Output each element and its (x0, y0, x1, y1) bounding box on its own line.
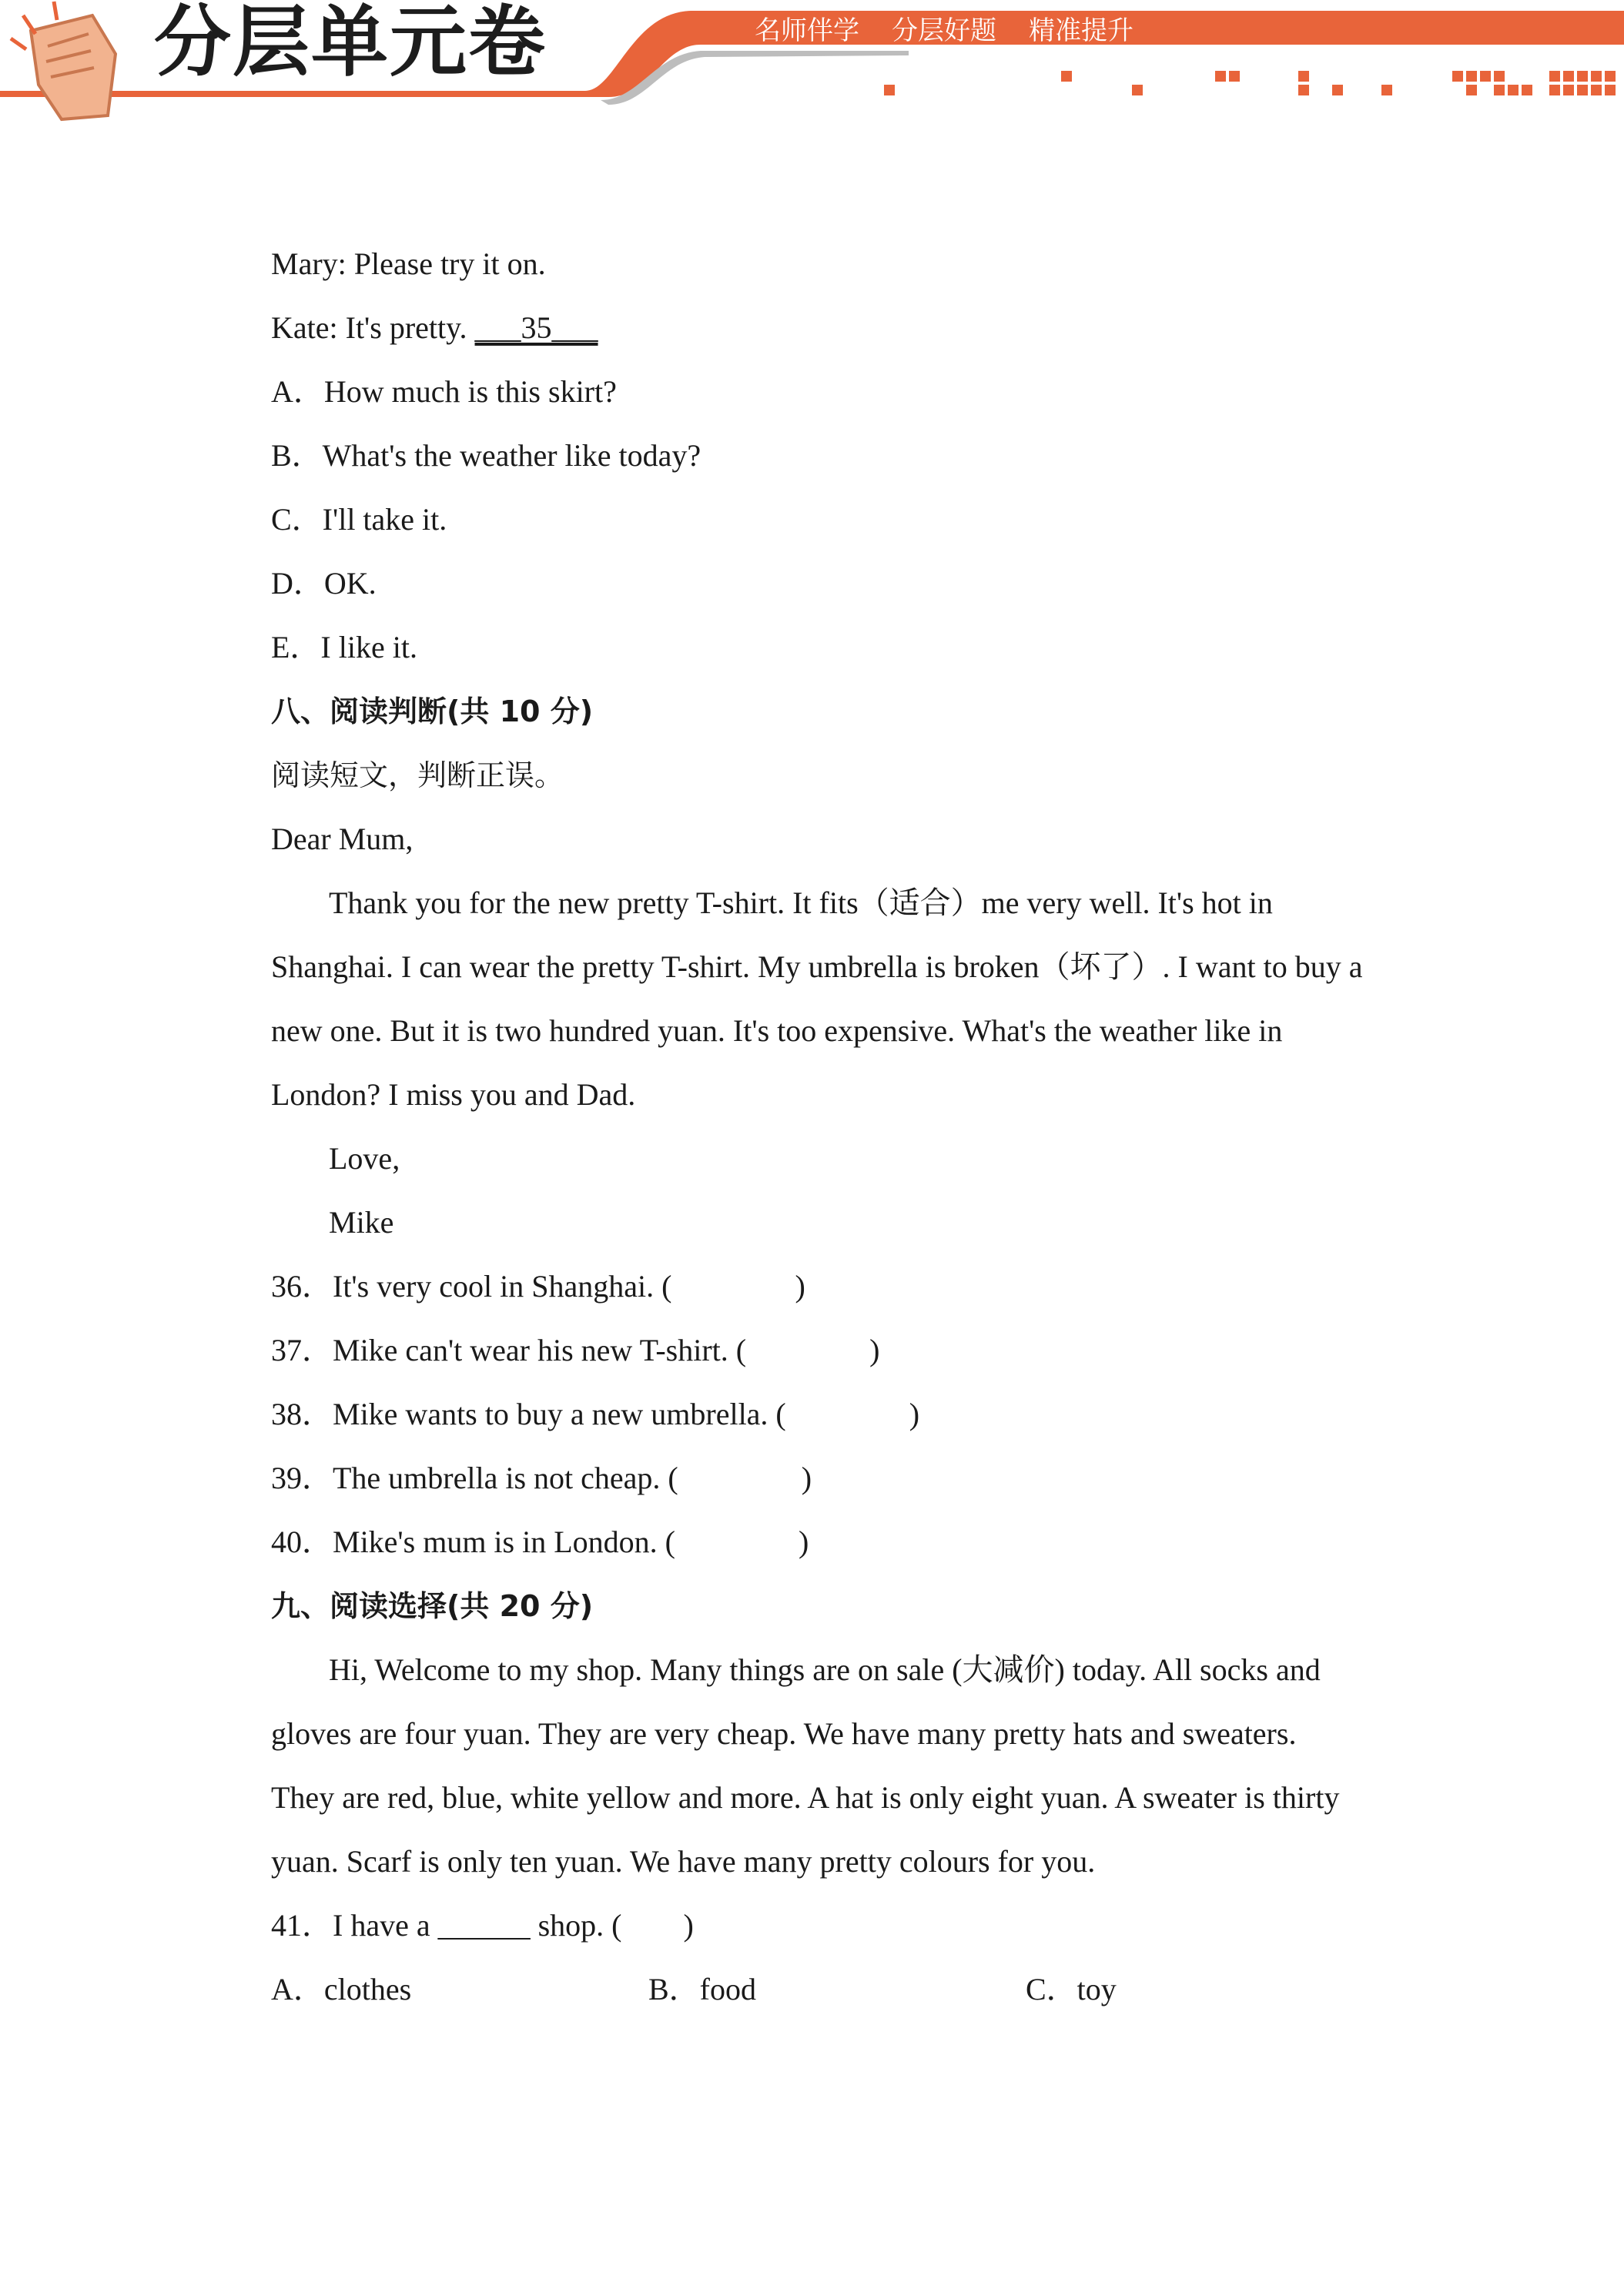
page-header (0, 0, 1624, 123)
letter-line-1: Thank you for the new pretty T-shirt. It fits（适合）me very well. It's hot in (329, 885, 1273, 920)
question-41-option-c: C．toy (1026, 1972, 1117, 2006)
question-41-option-a: A．clothes (271, 1972, 412, 2006)
brand-title: 分层单元卷 (154, 0, 547, 87)
letter-line-4: London? I miss you and Dad. (271, 1077, 636, 1112)
passage-line-2: gloves are four yuan. They are very cheap. We have many pretty hats and sweaters. (271, 1716, 1297, 1751)
passage-line-4: yuan. Scarf is only ten yuan. We have many pretty colours for you. (271, 1844, 1096, 1879)
slogan-3: 精准提升 (1029, 15, 1133, 46)
dialogue-option-a: A．How much is this skirt? (271, 374, 617, 409)
dialogue-mary-line: Mary: Please try it on. (271, 246, 546, 281)
kate-text: Kate: It's pretty. (271, 310, 475, 345)
slogan-1: 名师伴学 (755, 15, 859, 46)
letter-closing: Love, (329, 1141, 400, 1176)
dialogue-option-e: E．I like it. (271, 630, 417, 664)
question-39: 39．The umbrella is not cheap. ( ) (271, 1461, 812, 1495)
dialogue-option-d: D．OK. (271, 566, 377, 601)
letter-line-2: Shanghai. I can wear the pretty T-shirt. My umbrella is broken（坏了）. I want to buy a (271, 949, 1363, 984)
slogan-2: 分层好题 (892, 15, 996, 46)
passage-line-1: Hi, Welcome to my shop. Many things are on sale (大减价) today. All socks and (329, 1652, 1321, 1687)
question-36: 36．It's very cool in Shanghai. ( ) (271, 1269, 805, 1304)
question-40: 40．Mike's mum is in London. ( ) (271, 1525, 809, 1559)
letter-greeting: Dear Mum, (271, 822, 414, 856)
question-41-stem: 41．I have a ______ shop. ( ) (271, 1908, 694, 1943)
section-8-instruction: 阅读短文，判断正误。 (271, 758, 564, 792)
section-8-title: 八、阅读判断(共 10 分) (271, 694, 594, 728)
letter-line-3: new one. But it is two hundred yuan. It's too expensive. What's the weather like in (271, 1013, 1283, 1048)
decorative-squares (884, 71, 1616, 95)
dialogue-kate-line (271, 309, 598, 347)
question-37: 37．Mike can't wear his new T-shirt. ( ) (271, 1333, 880, 1367)
dialogue-option-c: C．I'll take it. (271, 502, 447, 537)
section-9-title: 九、阅读选择(共 20 分) (271, 1589, 594, 1623)
raised-fist-icon (11, 2, 116, 119)
question-38: 38．Mike wants to buy a new umbrella. ( ) (271, 1397, 920, 1431)
passage-line-3: They are red, blue, white yellow and more. A hat is only eight yuan. A sweater is thirty (271, 1780, 1340, 1815)
letter-signature: Mike (329, 1205, 394, 1240)
question-41-option-b: B．food (648, 1972, 756, 2006)
answer-blank-35: ___35___ (474, 310, 598, 345)
dialogue-option-b: B．What's the weather like today? (271, 438, 702, 473)
